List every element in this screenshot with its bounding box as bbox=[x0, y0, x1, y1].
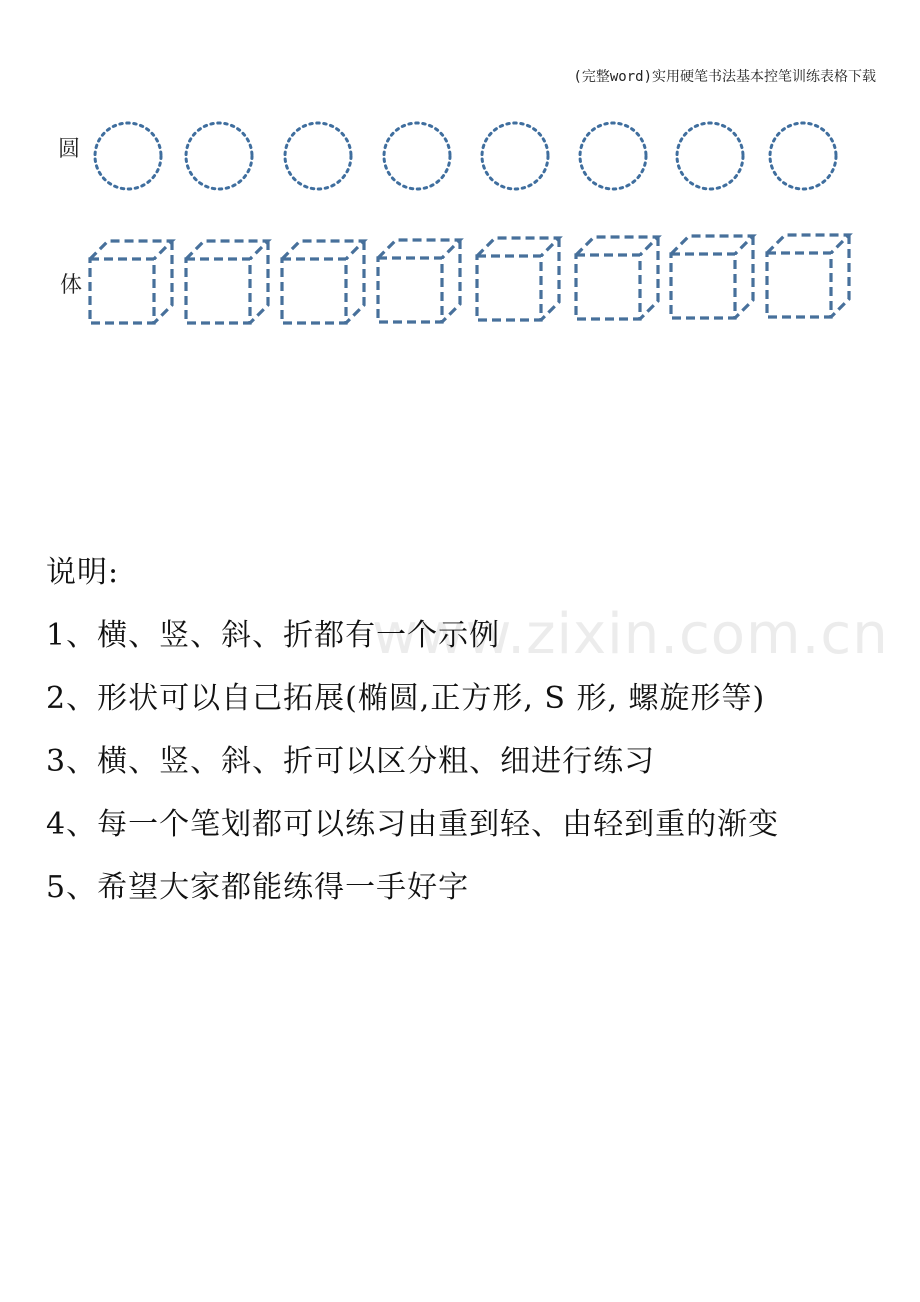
practice-shapes-area bbox=[0, 0, 920, 400]
cube-row-label: 体 bbox=[60, 273, 83, 298]
dashed-cube-4 bbox=[378, 240, 460, 322]
dashed-cube-6 bbox=[576, 237, 658, 319]
note-item-5: 5、希望大家都能练得一手好字 bbox=[46, 870, 470, 905]
dashed-cube-8 bbox=[767, 235, 849, 317]
dotted-circle-8 bbox=[770, 123, 836, 189]
note-item-4: 4、每一个笔划都可以练习由重到轻、由轻到重的渐变 bbox=[46, 807, 780, 842]
dotted-circle-7 bbox=[677, 123, 743, 189]
dashed-cube-5 bbox=[477, 238, 559, 320]
dashed-cube-1 bbox=[90, 241, 172, 323]
note-item-3: 3、横、竖、斜、折可以区分粗、细进行练习 bbox=[46, 744, 656, 779]
cube-row bbox=[90, 235, 849, 323]
watermark: www.zixin.com.cn bbox=[372, 602, 889, 667]
dotted-circle-3 bbox=[285, 123, 351, 189]
dashed-cube-7 bbox=[671, 236, 753, 318]
note-item-1: 1、横、竖、斜、折都有一个示例 bbox=[46, 618, 501, 653]
dashed-cube-2 bbox=[186, 241, 268, 323]
dotted-circle-1 bbox=[95, 123, 161, 189]
document-header-title: (完整word)实用硬笔书法基本控笔训练表格下载 bbox=[573, 69, 876, 85]
notes-section bbox=[46, 541, 906, 919]
notes-heading: 说明: bbox=[46, 555, 120, 590]
dotted-circle-4 bbox=[384, 123, 450, 189]
circle-row-label: 圆 bbox=[58, 137, 81, 162]
dotted-circle-5 bbox=[482, 123, 548, 189]
note-item-2: 2、形状可以自己拓展(椭圆,正方形, S 形, 螺旋形等) bbox=[46, 681, 766, 716]
dotted-circle-6 bbox=[580, 123, 646, 189]
dotted-circle-2 bbox=[186, 123, 252, 189]
dashed-cube-3 bbox=[282, 241, 364, 323]
circle-row bbox=[95, 123, 836, 189]
